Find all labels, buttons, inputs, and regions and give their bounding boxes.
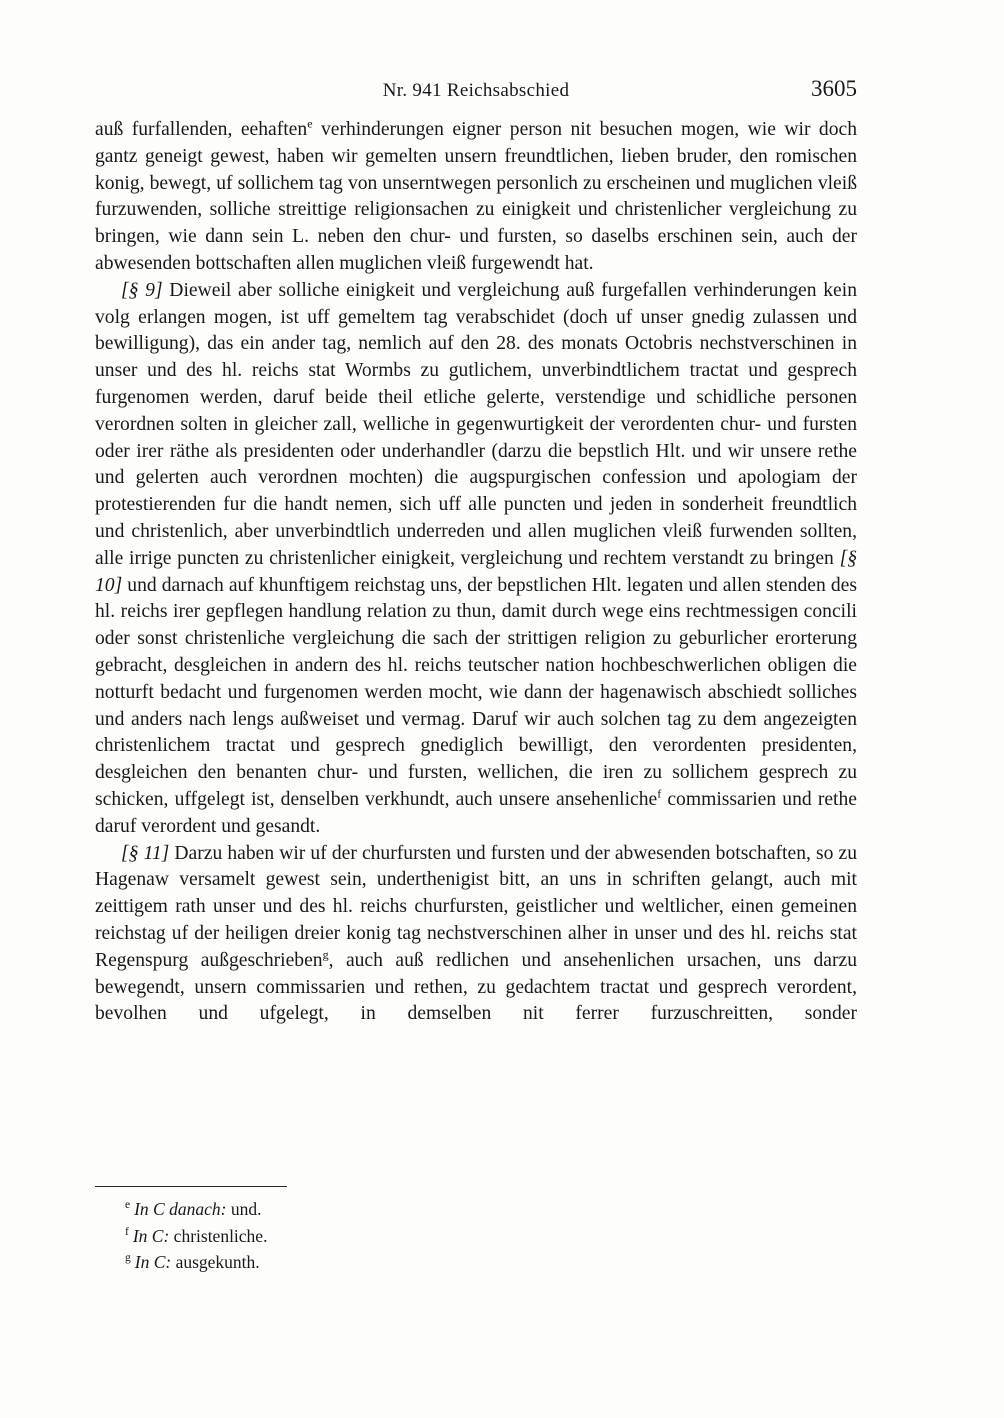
text-run: Dieweil aber solliche einigkeit und vergleichung auß furgefallen verhinderungen kein volg erlangen mogen, ist uff gemeltem tag verabschidet (doch uf unser gnedig zulassen und bewilligung), das ein ander tag, nemlich auf den 28. des monats Octobris nechstverschinen in unser und des hl. reichs stat Wormbs zu gutlichem, unverbindtlichem tractat und gesprech furgenomen werden, daruf beide theil etliche gelerte, verstendige und schidliche personen verordnen solten in gleicher zall, welliche in gegenwurtigkeit der verordenten chur- und fursten oder irer räthe als presidenten oder underhandler (darzu die bepstlich Hlt. und wir unsere rethe und gelerten auch verordnen mochten) die augspurgischen confession und apologiam der protestierenden fur die handt nemen, sich uff alle puncten und jeden in sonderheit freundtlich und christenlich, aber unverbindtlich underreden und allen muglichen vleiß furwenden sollten, alle irrige puncten zu christenlicher einigkeit, vergleichung und rechtem verstandt zu bringen: [95, 279, 857, 569]
text-run: commissarien und rethe daruf verordent und gesandt.: [95, 788, 857, 837]
footnote-source: In C:: [134, 1252, 172, 1272]
footnote-source: In C danach:: [134, 1199, 227, 1219]
section-marker: [§ 9]: [121, 279, 163, 301]
section-marker: [§ 10]: [95, 547, 857, 596]
footnote-reference: g: [322, 947, 329, 962]
footnote-text: christenliche.: [169, 1225, 268, 1246]
footnote: [95, 1223, 857, 1250]
footnote-marker: f: [125, 1225, 129, 1238]
footnote-text: ausgekunth.: [171, 1252, 260, 1272]
body-text: [95, 117, 857, 1028]
footnote-marker: g: [125, 1252, 131, 1265]
footnote-reference: f: [657, 786, 662, 801]
footnotes-section: [95, 1186, 857, 1276]
paragraph: [95, 117, 857, 278]
footnote-text: und.: [226, 1199, 262, 1219]
footnote-separator: [95, 1186, 287, 1187]
footnote: [95, 1196, 857, 1223]
footnote-marker: e: [125, 1199, 131, 1212]
footnote-reference: e: [307, 116, 313, 131]
text-run: auß furfallenden, eehaften: [95, 119, 308, 140]
footnote: [95, 1249, 857, 1276]
footnote-source: In C:: [132, 1225, 170, 1246]
running-title: Nr. 941 Reichsabschied: [382, 80, 570, 101]
page-header: [95, 76, 857, 106]
text-run: verhinderungen eigner person nit besuchen mogen, wie wir doch gantz geneigt gewest, haben wir gemelten unsern freundtlichen, lieben bruder, den romischen konig, bewegt, uf sollichem tag von unserntwegen personlich zu erscheinen und muglichen vleiß furzuwenden, solliche streittige religionsachen zu einigkeit und christenlicher vergleichung zu bringen, wie dann sein L. neben den chur- und fursten, so daselbs erschinen sein, auch der abwesenden bottschaften allen muglichen vleiß furgewendt hat.: [95, 119, 858, 274]
paragraph: [95, 278, 857, 841]
paragraph: [95, 841, 857, 1029]
text-run: und darnach auf khunftigem reichstag uns, der bepstlichen Hlt. legaten und allen stenden des hl. reichs irer gepflegen handlung relation zu thun, damit durch wege eins rechtmessigen concili oder sonst christenliche vergleichung die sach der strittigen religion zu geburlicher erorterung gebracht, desgleichen in andern des hl. reichs teutscher nation hochbeschwerlichen obligen die notturft bedacht und furgenomen werden mocht, wie dann der hagenawisch abschiedt solliches und anders nach lengs außweiset und vermag. Daruf wir auch solchen tag zu dem angezeigten christenlichem tractat und gesprech gnediglich bewilligt, den verordenten presidenten, desgleichen den benanten chur- und fursten, wellichen, die iren zu sollichem gesprech zu schicken, uffgelegt ist, denselben verkhundt, auch unsere ansehenliche: [95, 574, 857, 810]
text-run: , auch auß redlichen und ansehenlichen ursachen, uns darzu bewegendt, unsern commissarien und rethen, zu gedachtem tractat und gesprech verordent, bevolhen und ufgelegt, in demselben nit ferrer furzuschreitten, sonder: [95, 949, 858, 1025]
text-run: Darzu haben wir uf der churfursten und fursten und der abwesenden botschaften, so zu Hagenaw versamelt gewest sein, underthenigist bitt, an uns in schriften gelangt, auch mit zeittigem rath unser und des hl. reichs churfursten, geistlicher und weltlicher, einen gemeinen reichstag uf der heiligen dreier konig tag nechstverschinen alher in unser und des hl. reichs stat Regenspurg außgeschrieben: [95, 842, 857, 971]
page-number: 3605: [811, 76, 857, 101]
section-marker: [§ 11]: [121, 842, 170, 864]
